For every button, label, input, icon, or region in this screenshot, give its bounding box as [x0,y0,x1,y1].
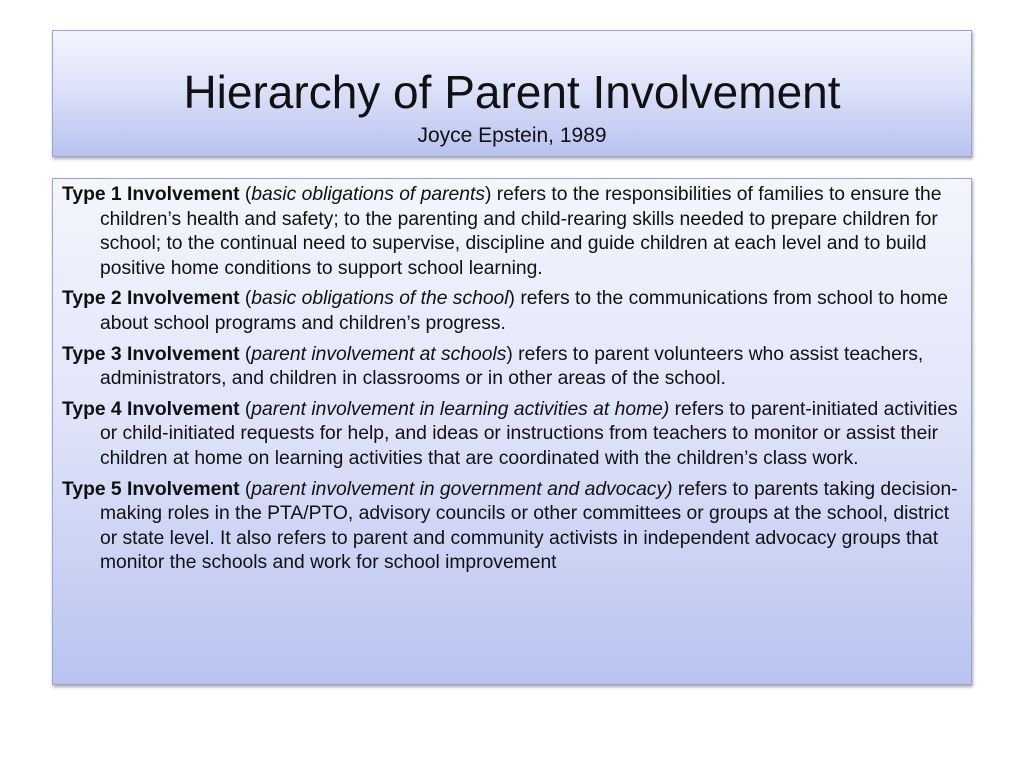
type-label: Type 3 Involvement [62,343,240,365]
type-description: refers to parents taking decision-making roles in the PTA/PTO, advisory councils or other committees or groups at the school, district or state level. It also refers to parent and community activists in independent advocacy groups that monitor the schools and work for school improvement [100,478,958,574]
type-label: Type 4 Involvement [62,398,240,420]
involvement-type-5 [62,478,962,576]
open-paren: ( [239,343,252,365]
type-subtitle: basic obligations of parents [251,184,485,205]
type-label: Type 2 Involvement [62,288,240,310]
open-paren: ( [239,288,252,310]
open-paren: ( [239,398,252,420]
slide-title: Hierarchy of Parent Involvement [183,66,841,118]
slide-subtitle: Joyce Epstein, 1989 [417,124,607,147]
type-description: refers to the communications from school to home about school programs and children’s progress. [100,288,948,334]
involvement-type-3 [62,343,962,392]
type-subtitle: parent involvement at schools [251,343,507,365]
type-subtitle: parent involvement in government and advocacy) [251,478,673,500]
open-paren: ( [239,184,252,205]
involvement-type-1 [62,183,962,281]
type-description: refers to the responsibilities of families to ensure the children’s health and safety; to the parenting and child-rearing skills needed to prepare children for school; to the continual need to supervise, discipline and guide children at each level and to build positive home conditions to support school learning. [100,184,942,279]
type-description: refers to parent volunteers who assist teachers, administrators, and children in classrooms or in other areas of the school. [100,343,924,390]
content-box [52,178,972,685]
type-label: Type 1 Involvement [62,184,240,205]
type-label: Type 5 Involvement [62,478,240,500]
close-paren: ) [484,184,492,205]
type-subtitle: basic obligations of the school [251,288,509,310]
type-subtitle: parent involvement in learning activities at home) [251,398,670,420]
close-paren: ) [506,343,513,365]
open-paren: ( [239,478,252,500]
involvement-type-2 [62,287,962,336]
type-description: refers to parent-initiated activities or child-initiated requests for help, and ideas or instructions from teachers to monitor or assist their children at home on learning activities that are coordinated with the children’s class work. [100,398,958,469]
involvement-type-4 [62,398,962,472]
close-paren: ) [508,288,515,310]
